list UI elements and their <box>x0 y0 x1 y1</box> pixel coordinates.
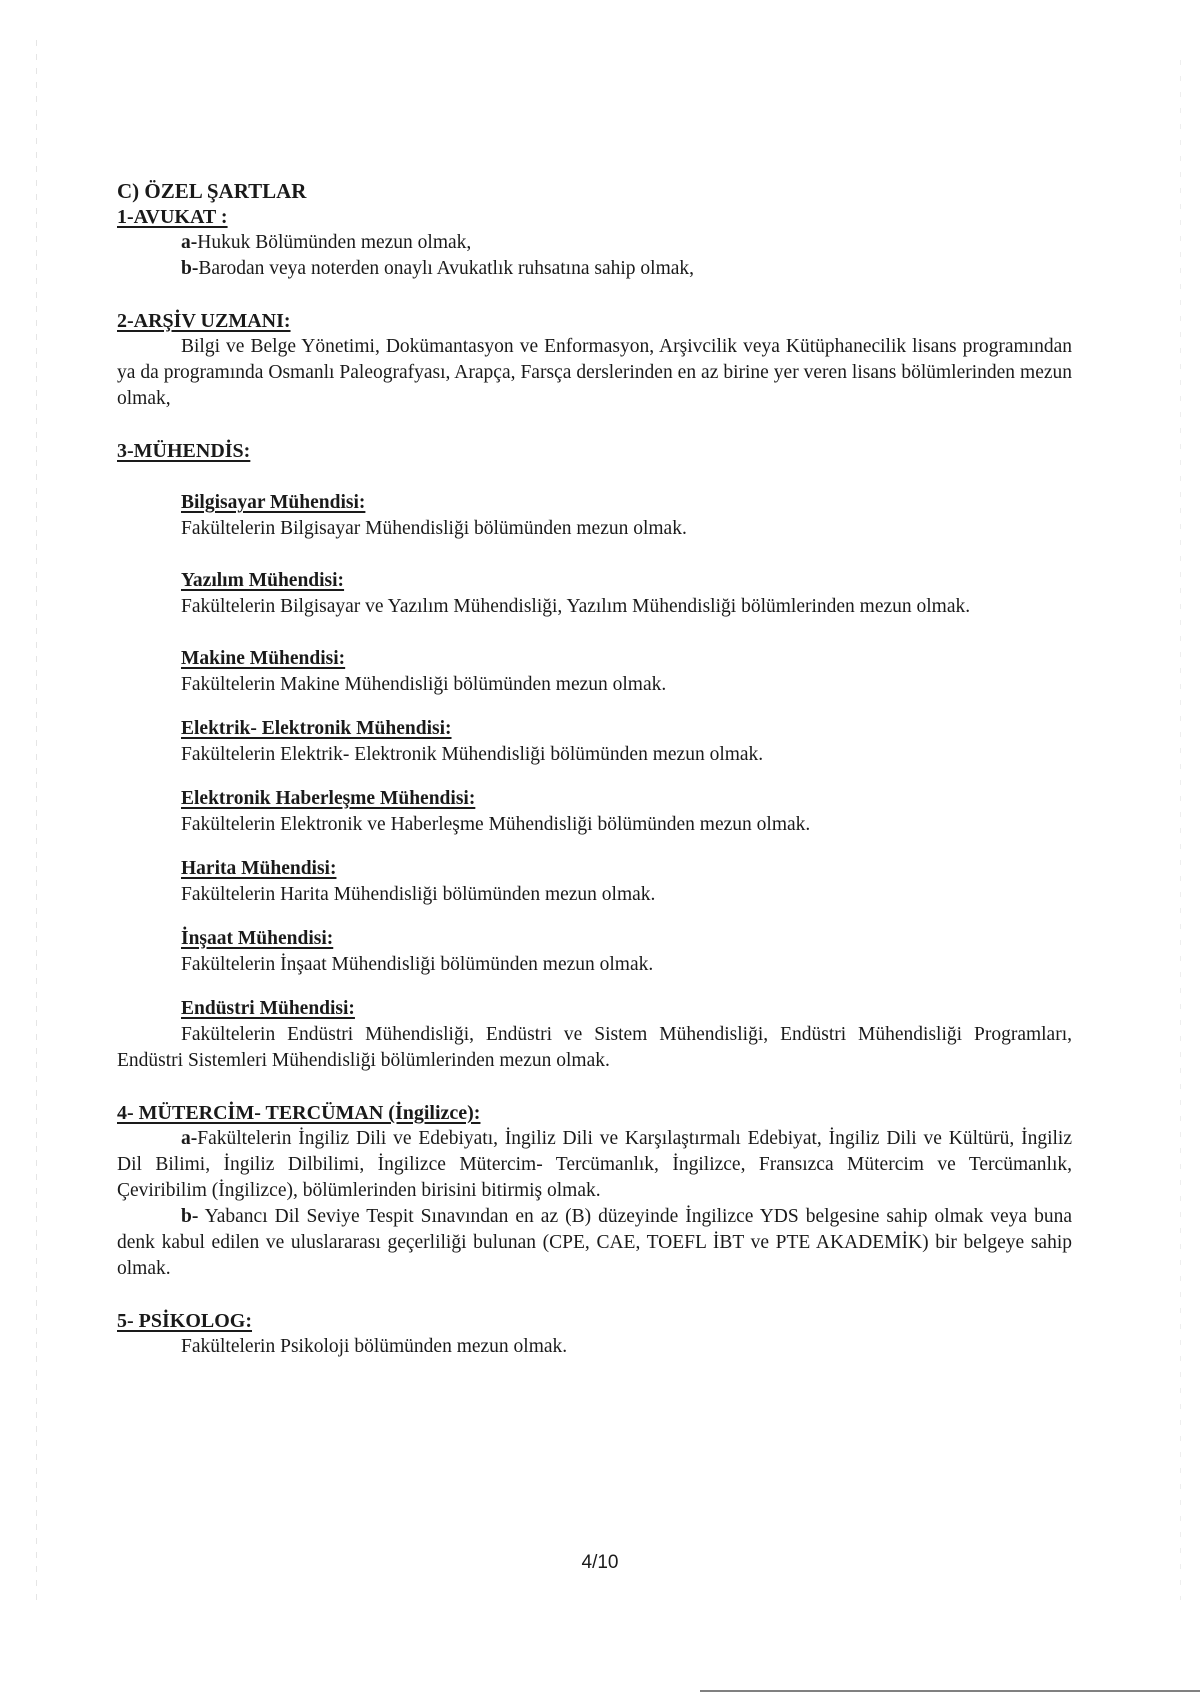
sub-text: Fakültelerin İnşaat Mühendisliği bölümünden mezun olmak. <box>181 954 654 975</box>
sub-text: Fakültelerin Bilgisayar ve Yazılım Mühendisliği, Yazılım Mühendisliği bölümlerinden mezun olmak. <box>181 596 971 617</box>
mutercim-heading: 4- MÜTERCİM- TERCÜMAN (İngilizce): <box>117 1102 481 1124</box>
muhendis-heading: 3-MÜHENDİS: <box>117 440 251 462</box>
sub-text: Fakültelerin Endüstri Mühendisliği, Endüstri ve Sistem Mühendisliği, Endüstri Mühendisliği Programları, Endüstri Sistemleri Mühendisliği bölümlerinden mezun olmak. <box>117 1024 1072 1071</box>
mutercim-section <box>117 1100 1072 1282</box>
muhendis-endustri <box>117 996 1072 1074</box>
item-prefix: b- <box>181 1206 199 1227</box>
item-prefix: a- <box>181 1128 198 1149</box>
item-prefix: b- <box>181 258 199 279</box>
avukat-heading: 1-AVUKAT : <box>117 206 228 228</box>
item-text: Yabancı Dil Seviye Tespit Sınavından en az (B) düzeyinde İngilizce YDS belgesine sahip olmak veya buna denk kabul edilen ve uluslararası geçerliliği bulunan (CPE, CAE, TOEFL İBT ve PTE AKADEMİK) bir belgeye sahip olmak. <box>117 1206 1072 1279</box>
psikolog-text: Fakültelerin Psikoloji bölümünden mezun olmak. <box>181 1336 568 1357</box>
arsiv-heading: 2-ARŞİV UZMANI: <box>117 310 291 332</box>
arsiv-section <box>117 308 1072 412</box>
avukat-section <box>117 204 1072 282</box>
item-prefix: a- <box>181 232 198 253</box>
bottom-rule <box>700 1690 1200 1692</box>
sub-title: Elektronik Haberleşme Mühendisi: <box>181 788 476 809</box>
sub-text: Fakültelerin Harita Mühendisliği bölümünden mezun olmak. <box>181 884 656 905</box>
section-title: C) ÖZEL ŞARTLAR <box>117 179 307 203</box>
sub-title: Makine Mühendisi: <box>181 648 346 669</box>
muhendis-yazilim <box>117 568 1072 620</box>
sub-title: İnşaat Mühendisi: <box>181 928 334 949</box>
sub-title: Endüstri Mühendisi: <box>181 998 355 1019</box>
sub-text: Fakültelerin Elektronik ve Haberleşme Mühendisliği bölümünden mezun olmak. <box>181 814 811 835</box>
item-text: Fakültelerin İngiliz Dili ve Edebiyatı, İngiliz Dili ve Karşılaştırmalı Edebiyat, İngiliz Dili ve Kültürü, İngiliz Dil Bilimi, İngiliz Dilbilimi, İngilizce Mütercim- Tercümanlık, İngilizce, Fransızca Mütercim ve Tercümanlık, Çeviribilim (İngilizce), bölümlerinden birisini bitirmiş olmak. <box>117 1128 1072 1201</box>
muhendis-section <box>117 438 1072 1074</box>
document-body <box>117 178 1072 1360</box>
sub-title: Elektrik- Elektronik Mühendisi: <box>181 718 452 739</box>
psikolog-section <box>117 1308 1072 1360</box>
arsiv-text: Bilgi ve Belge Yönetimi, Dokümantasyon ve Enformasyon, Arşivcilik veya Kütüphanecilik lisans programından ya da programında Osmanlı Paleografyası, Arapça, Farsça derslerinden en az birine yer veren lisans bölümlerinden mezun olmak, <box>117 336 1072 409</box>
sub-title: Yazılım Mühendisi: <box>181 570 345 591</box>
avukat-item-a <box>117 230 1072 256</box>
muhendis-elektronik-haberlesme <box>181 786 1072 838</box>
muhendis-makine <box>181 646 1072 698</box>
avukat-item-b <box>117 256 1072 282</box>
mutercim-item-a <box>117 1126 1072 1204</box>
item-text: Barodan veya noterden onaylı Avukatlık ruhsatına sahip olmak, <box>198 258 695 279</box>
item-text: Hukuk Bölümünden mezun olmak, <box>197 232 472 253</box>
muhendis-elektrik-elektronik <box>181 716 1072 768</box>
sub-text: Fakültelerin Bilgisayar Mühendisliği bölümünden mezun olmak. <box>181 518 687 539</box>
page-number: 4/10 <box>581 1552 619 1573</box>
sub-text: Fakültelerin Elektrik- Elektronik Mühendisliği bölümünden mezun olmak. <box>181 744 764 765</box>
muhendis-harita <box>181 856 1072 908</box>
mutercim-item-b <box>117 1204 1072 1282</box>
scan-edge-right <box>1180 60 1181 1600</box>
sub-text: Fakültelerin Makine Mühendisliği bölümünden mezun olmak. <box>181 674 667 695</box>
scan-edge-left <box>36 40 37 1600</box>
muhendis-insaat <box>181 926 1072 978</box>
sub-title: Bilgisayar Mühendisi: <box>181 492 366 513</box>
psikolog-heading: 5- PSİKOLOG: <box>117 1310 253 1332</box>
sub-title: Harita Mühendisi: <box>181 858 337 879</box>
muhendis-bilgisayar <box>181 490 1072 542</box>
